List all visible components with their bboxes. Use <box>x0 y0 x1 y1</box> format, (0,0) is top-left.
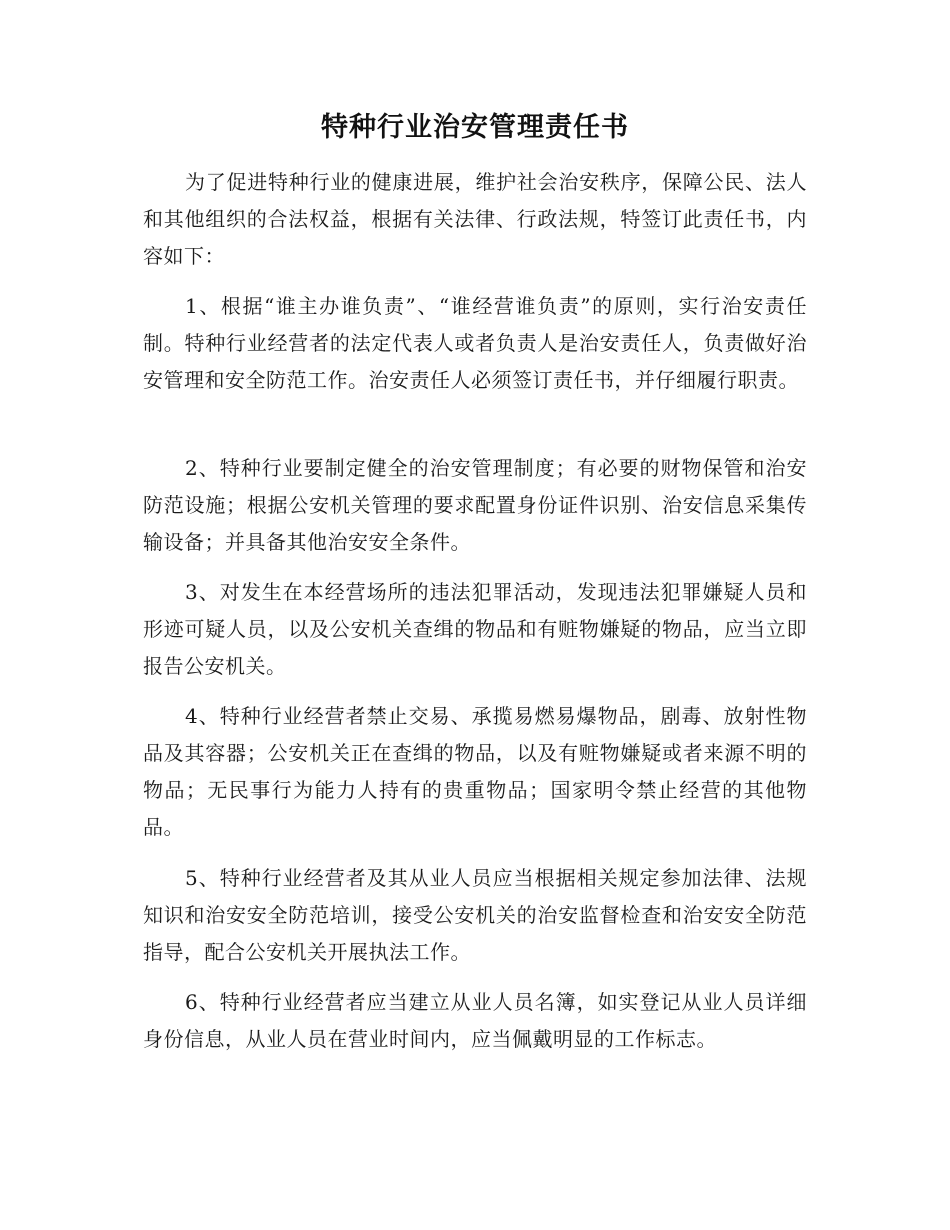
clause-5-paragraph: 5、特种行业经营者及其从业人员应当根据相关规定参加法律、法规知识和治安安全防范培训，接受公安机关的治安监督检查和治安安全防范指导，配合公安机关开展执法工作。 <box>143 866 807 964</box>
intro-paragraph: 为了促进特种行业的健康进展，维护社会治安秩序，保障公民、法人和其他组织的合法权益，根据有关法律、行政法规，特签订此责任书，内容如下： <box>143 170 807 268</box>
clause-2-paragraph: 2、特种行业要制定健全的治安管理制度；有必要的财物保管和治安防范设施；根据公安机关管理的要求配置身份证件识别、治安信息采集传输设备；并具备其他治安安全条件。 <box>143 456 807 554</box>
clause-3-paragraph: 3、对发生在本经营场所的违法犯罪活动，发现违法犯罪嫌疑人员和形迹可疑人员，以及公安机关查缉的物品和有赃物嫌疑的物品，应当立即报告公安机关。 <box>143 580 807 678</box>
document-title: 特种行业治安管理责任书 <box>321 112 629 143</box>
clause-1-paragraph: 1、根据“谁主办谁负责”、“谁经营谁负责”的原则，实行治安责任制。特种行业经营者的法定代表人或者负责人是治安责任人，负责做好治安管理和安全防范工作。治安责任人必须签订责任书，并仔细履行职责。 <box>143 294 807 392</box>
clause-4-paragraph: 4、特种行业经营者禁止交易、承揽易燃易爆物品，剧毒、放射性物品及其容器；公安机关正在查缉的物品，以及有赃物嫌疑或者来源不明的物品；无民事行为能力人持有的贵重物品；国家明令禁止经营的其他物品。 <box>143 704 807 839</box>
clause-6-paragraph: 6、特种行业经营者应当建立从业人员名簿，如实登记从业人员详细身份信息，从业人员在营业时间内，应当佩戴明显的工作标志。 <box>143 990 807 1051</box>
